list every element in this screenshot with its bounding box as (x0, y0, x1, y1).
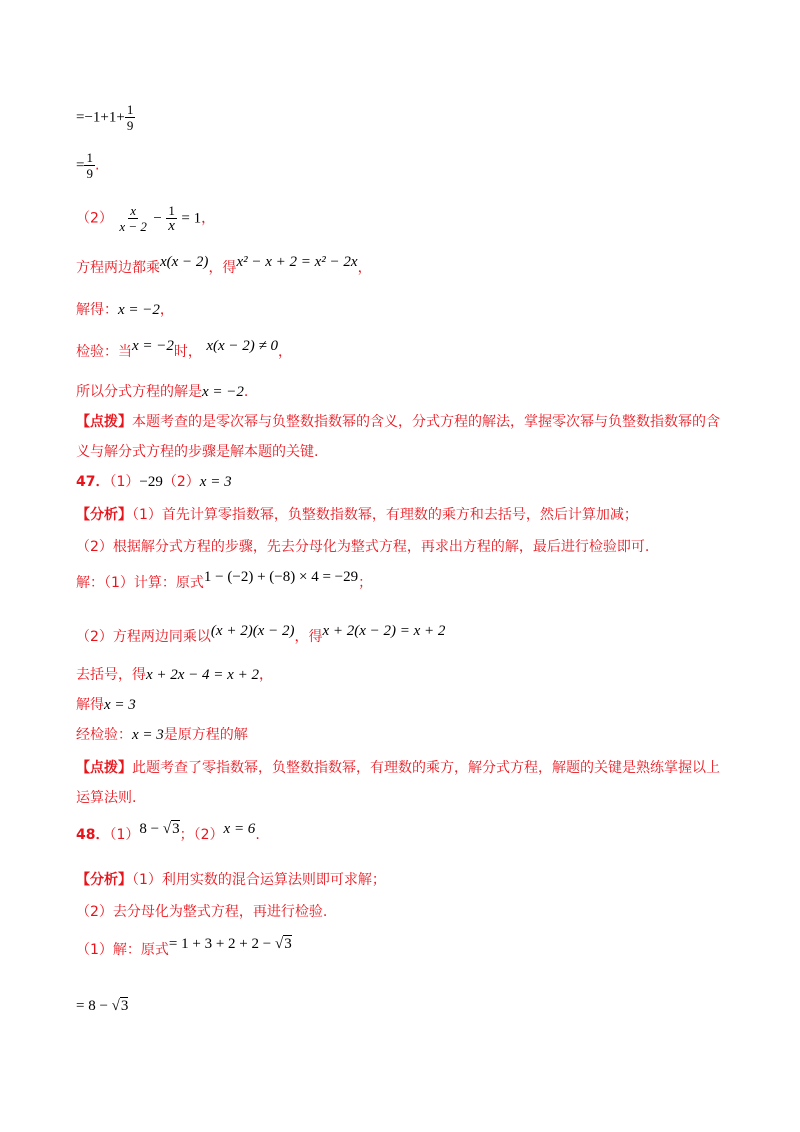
check-step: 检验：当x = −2时， x(x − 2) ≠ 0， (76, 338, 293, 360)
analysis-1: 【分析】（1）利用实数的混合运算法则即可求解； (76, 872, 386, 888)
math-expression: x² − x + 2 = x² − 2x (236, 254, 358, 270)
conclusion: 所以分式方程的解是x = −2. (76, 384, 249, 400)
math-expression: x = −2 (202, 384, 244, 400)
tip-paragraph: 【点拨】本题考查的是零次幂与负整数指数幂的含义，分式方程的解法，掌握零次幂与负整数指数幂的含义与解分式方程的步骤是解本题的关键. (76, 414, 720, 460)
math-expression: = 1 + 3 + 2 + 2 − √3 (168, 936, 292, 952)
fraction: $\frac{1}{9}$ (126, 102, 134, 133)
math-expression: x(x − 2) (160, 254, 209, 270)
question-number: 47． (76, 474, 110, 490)
fraction: $\frac{x}{x - 2}$ (119, 203, 147, 234)
question-47-answer: 47．（1）−29（2）x = 3 (76, 474, 232, 490)
solution-1: 解：（1）计算：原式1 − (−2) + (−8) × 4 = −29； (76, 569, 373, 591)
analysis-1: 【分析】（1）首先计算零指数幂，负整数指数幂，有理数的乘方和去括号，然后计算加减； (76, 507, 638, 523)
math-expression: x = 3 (199, 474, 232, 490)
math-expression: 8 − √3 (139, 821, 180, 837)
solve-step: 解得x = 3 (76, 697, 136, 713)
math-expression: x + 2(x − 2) = x + 2 (322, 623, 446, 639)
part-label: （2） (76, 210, 113, 227)
math-expression: =−1+1+ (76, 109, 125, 126)
fraction: $\frac{1}{9}$ (86, 150, 93, 181)
math-expression: x = 6 (223, 821, 256, 837)
math-expression: x(x − 2) ≠ 0 (206, 338, 279, 354)
bracket-step: 去括号，得x + 2x − 4 = x + 2， (76, 667, 273, 683)
part2-equation: （2） $\frac{x}{x - 2}$ − $\frac{1}{x}$ = 1， (76, 203, 216, 234)
multiply-step: 方程两边都乘x(x − 2)，得x² − x + 2 = x² − 2x， (76, 254, 372, 276)
math-expression: 1 − (−2) + (−8) × 4 = −29 (203, 569, 359, 585)
math-expression: x = 3 (104, 697, 136, 713)
math-expression: x = −2 (132, 338, 174, 354)
math-expression: = (76, 157, 85, 174)
math-expression: −29 (139, 474, 163, 490)
question-number: 48． (76, 827, 110, 843)
question-48-answer: 48．（1）8 − √3；（2）x = 6. (76, 821, 260, 843)
check-step: 经检验：x = 3是原方程的解 (76, 727, 248, 743)
final-result (76, 996, 128, 1016)
tip-label: 【点拨】 (76, 414, 132, 430)
math-expression: (x + 2)(x − 2) (210, 623, 295, 639)
calc-line-1 (76, 102, 135, 133)
solve-step: 解得：x = −2， (76, 302, 174, 318)
solution-1: （1）解：原式= 1 + 3 + 2 + 2 − √3 (76, 936, 292, 958)
solution-2: （2）方程两边同乘以(x + 2)(x − 2)，得x + 2(x − 2) = x + 2 (76, 623, 446, 645)
math-expression: x + 2x − 4 = x + 2 (146, 667, 259, 683)
calc-line-2: = $\frac{1}{9}$ . (76, 150, 100, 181)
math-expression: x = 3 (132, 727, 164, 743)
analysis-label: 【分析】 (76, 872, 132, 888)
analysis-2: （2）根据解分式方程的步骤，先去分母化为整式方程，再求出方程的解，最后进行检验即可. (76, 539, 650, 555)
fraction: $\frac{1}{x}$ (168, 203, 175, 234)
analysis-2: （2）去分母化为整式方程，再进行检验. (76, 904, 328, 920)
tip-paragraph: 【点拨】此题考查了零指数幂，负整数指数幂，有理数的乘方，解分式方程，解题的关键是熟练掌握以上运算法则. (76, 760, 720, 806)
analysis-label: 【分析】 (76, 507, 132, 523)
tip-label: 【点拨】 (76, 760, 132, 776)
math-expression: x = −2 (118, 302, 160, 318)
math-expression: = 8 − √3 (76, 998, 129, 1014)
